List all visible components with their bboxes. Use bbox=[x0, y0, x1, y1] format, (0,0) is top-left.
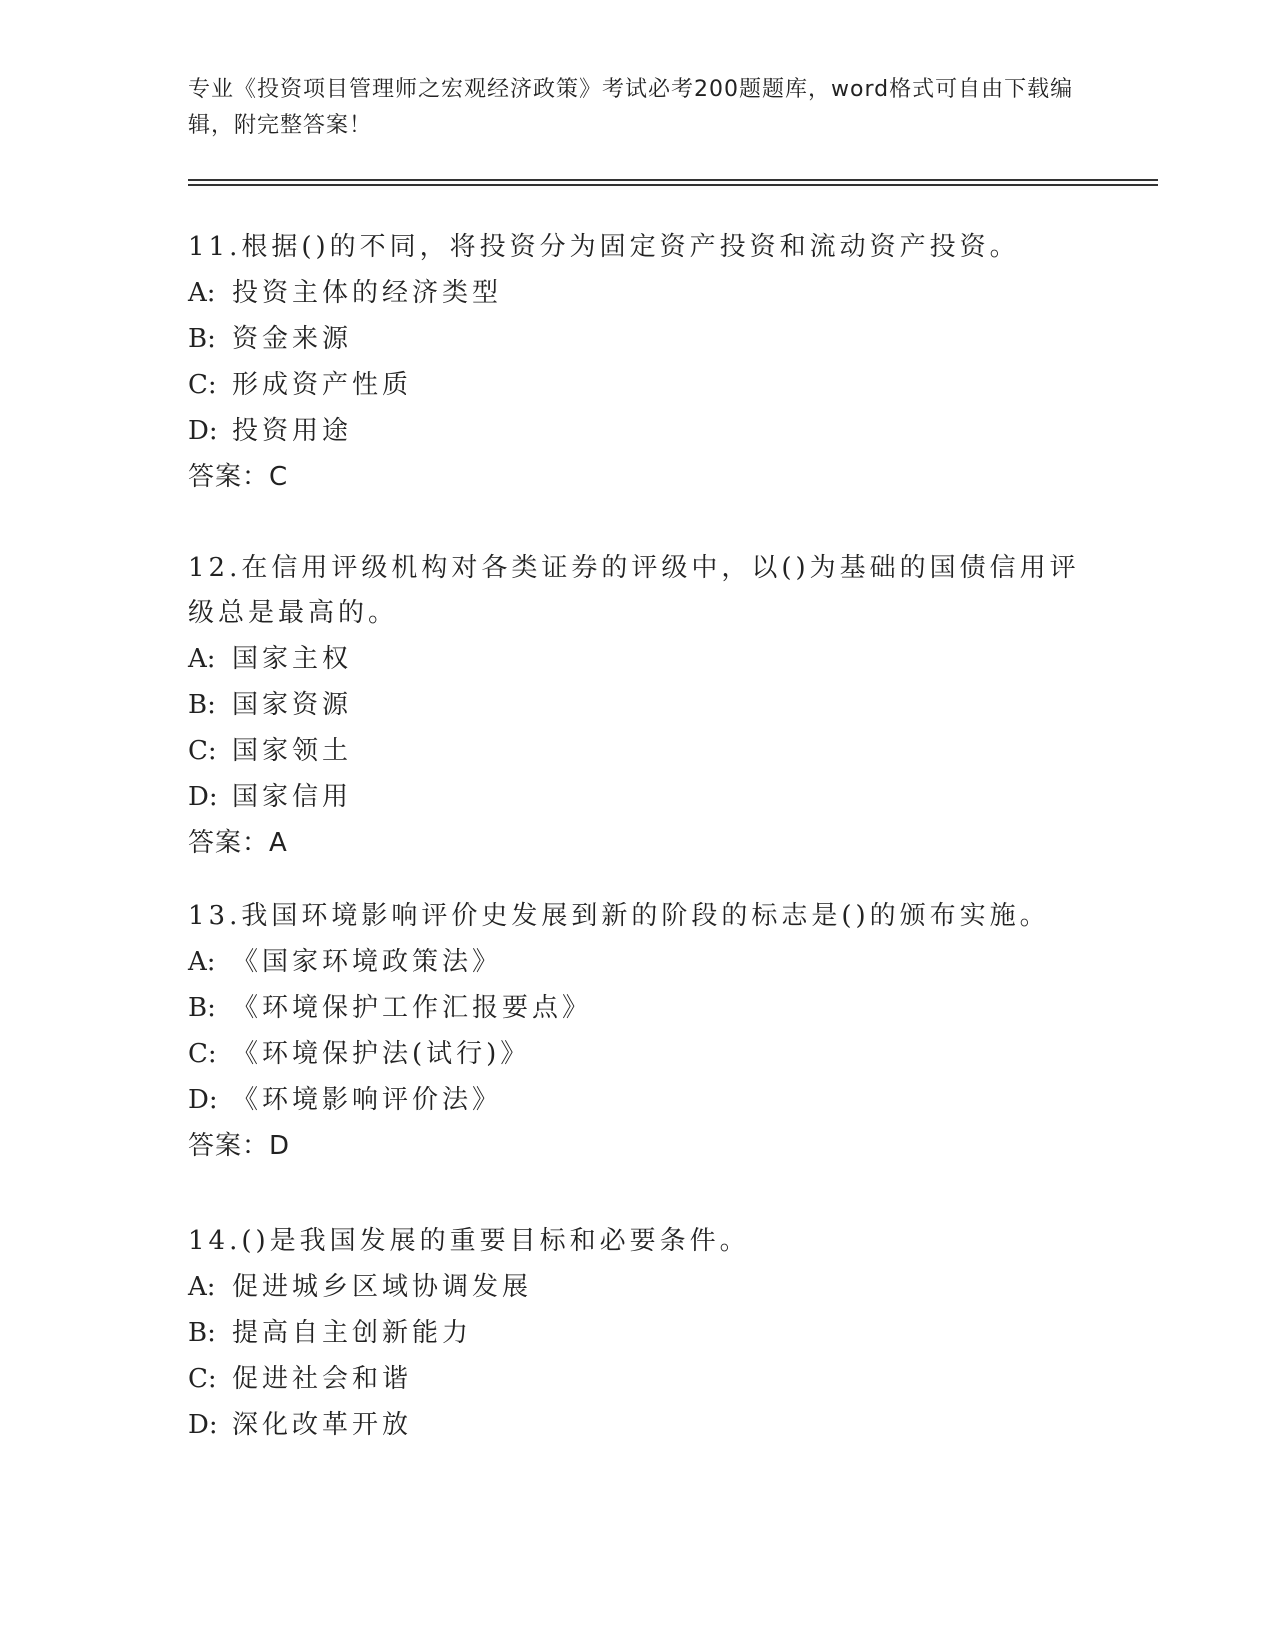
option-d bbox=[188, 1077, 1088, 1123]
option-key: A: bbox=[188, 1272, 216, 1302]
option-text: 投资主体的经济类型 bbox=[232, 278, 503, 308]
question-stem: 13.我国环境影响评价史发展到新的阶段的标志是()的颁布实施。 bbox=[188, 901, 1050, 931]
answer-line: 答案：C bbox=[188, 462, 289, 492]
question-12 bbox=[188, 546, 1088, 866]
option-b bbox=[188, 985, 1088, 1031]
option-key: D: bbox=[188, 1085, 218, 1115]
option-key: B: bbox=[188, 324, 216, 354]
option-b bbox=[188, 682, 1088, 728]
option-d bbox=[188, 1402, 1088, 1448]
document-header: 专业《投资项目管理师之宏观经济政策》考试必考200题题库，word格式可自由下载编辑，附完整答案！ bbox=[188, 77, 1074, 138]
option-key: B: bbox=[188, 690, 216, 720]
option-b bbox=[188, 1310, 1088, 1356]
option-b bbox=[188, 316, 1088, 362]
answer-line: 答案：D bbox=[188, 1131, 291, 1161]
option-a bbox=[188, 1264, 1088, 1310]
option-key: A: bbox=[188, 278, 216, 308]
option-text: 形成资产性质 bbox=[232, 370, 413, 400]
option-text: 促进社会和谐 bbox=[232, 1364, 413, 1394]
option-c bbox=[188, 728, 1088, 774]
option-key: C: bbox=[188, 736, 217, 766]
option-key: B: bbox=[188, 993, 216, 1023]
option-text: 深化改革开放 bbox=[232, 1410, 413, 1440]
option-c bbox=[188, 362, 1088, 408]
option-key: D: bbox=[188, 416, 218, 446]
option-c bbox=[188, 1031, 1088, 1077]
option-d bbox=[188, 408, 1088, 454]
question-14 bbox=[188, 1219, 1088, 1448]
option-key: A: bbox=[188, 644, 216, 674]
option-text: 投资用途 bbox=[232, 416, 353, 446]
question-stem: 12.在信用评级机构对各类证券的评级中，以()为基础的国债信用评级总是最高的。 bbox=[188, 553, 1080, 628]
answer-line: 答案：A bbox=[188, 828, 288, 858]
option-key: D: bbox=[188, 1410, 218, 1440]
option-text: 提高自主创新能力 bbox=[232, 1318, 473, 1348]
option-a bbox=[188, 939, 1088, 985]
option-text: 国家领土 bbox=[232, 736, 353, 766]
option-text: 国家主权 bbox=[232, 644, 353, 674]
option-text: 促进城乡区域协调发展 bbox=[232, 1272, 533, 1302]
question-13 bbox=[188, 894, 1088, 1169]
question-11 bbox=[188, 225, 1088, 500]
option-text: 《环境保护法(试行)》 bbox=[232, 1039, 531, 1069]
option-text: 《国家环境政策法》 bbox=[232, 947, 503, 977]
header-divider-bottom bbox=[188, 184, 1158, 186]
option-c bbox=[188, 1356, 1088, 1402]
header-divider-top bbox=[188, 179, 1158, 181]
question-stem: 11.根据()的不同，将投资分为固定资产投资和流动资产投资。 bbox=[188, 232, 1020, 262]
option-text: 资金来源 bbox=[232, 324, 353, 354]
option-key: D: bbox=[188, 782, 218, 812]
option-key: B: bbox=[188, 1318, 216, 1348]
option-key: C: bbox=[188, 1364, 217, 1394]
option-a bbox=[188, 270, 1088, 316]
question-stem: 14.()是我国发展的重要目标和必要条件。 bbox=[188, 1226, 750, 1256]
option-text: 国家信用 bbox=[232, 782, 353, 812]
option-d bbox=[188, 774, 1088, 820]
option-key: A: bbox=[188, 947, 216, 977]
option-text: 《环境保护工作汇报要点》 bbox=[232, 993, 593, 1023]
option-a bbox=[188, 636, 1088, 682]
option-key: C: bbox=[188, 1039, 217, 1069]
option-text: 《环境影响评价法》 bbox=[232, 1085, 503, 1115]
option-key: C: bbox=[188, 370, 217, 400]
option-text: 国家资源 bbox=[232, 690, 353, 720]
